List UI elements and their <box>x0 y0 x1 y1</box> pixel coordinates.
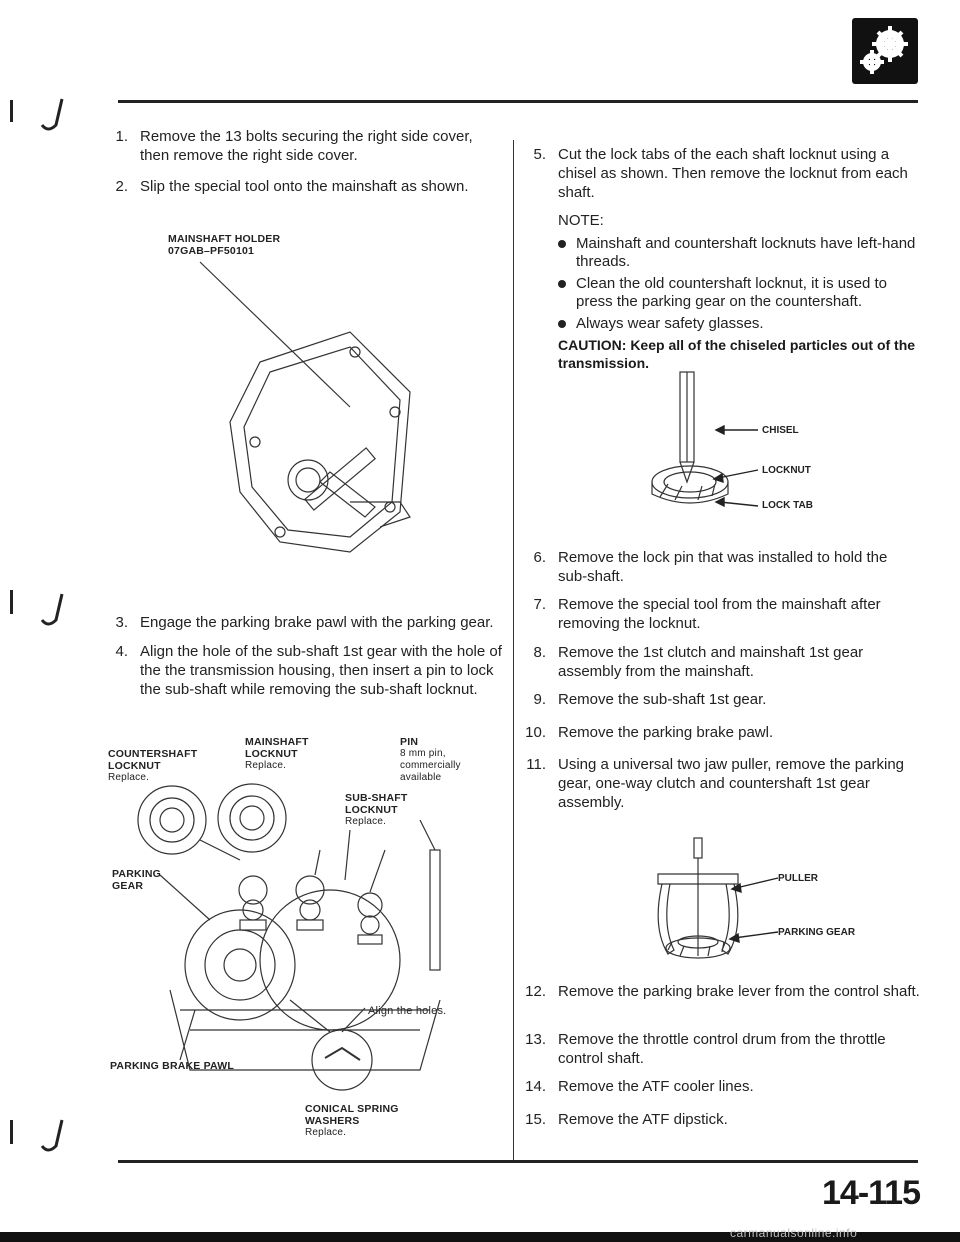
note-block <box>558 212 918 337</box>
chisel-label: CHISEL <box>762 425 799 436</box>
callout-arrows <box>698 378 818 498</box>
puller-label: PULLER <box>778 873 818 884</box>
pin-label: PIN 8 mm pin, commercially available <box>400 736 461 783</box>
top-rule <box>118 100 918 103</box>
binder-mark <box>10 100 13 122</box>
caution-text: CAUTION: Keep all of the chiseled particles out of the transmission. <box>558 337 916 371</box>
note-item: Always wear safety glasses. <box>558 315 918 333</box>
mainshaft-holder-diagram <box>200 262 440 562</box>
mainshaft-locknut-label: MAINSHAFT LOCKNUT Replace. <box>245 736 309 771</box>
lock-tab-label: LOCK TAB <box>762 500 813 511</box>
countershaft-locknut-label: COUNTERSHAFT LOCKNUT Replace. <box>108 748 198 783</box>
parking-brake-pawl-label: PARKING BRAKE PAWL <box>110 1060 234 1072</box>
align-holes-label: Align the holes. <box>368 1005 447 1017</box>
note-title: NOTE: <box>558 212 604 229</box>
section-gear-icon <box>852 18 918 84</box>
watermark: carmanualsonline.info <box>730 1226 858 1240</box>
parking-gear-label: PARKING GEAR <box>778 927 856 938</box>
mainshaft-holder-label: MAINSHAFT HOLDER 07GAB–PF50101 <box>168 233 281 257</box>
note-item: Clean the old countershaft locknut, it is used to press the parking gear on the countershaft. <box>558 275 918 311</box>
note-item: Mainshaft and countershaft locknuts have left-hand threads. <box>558 235 918 271</box>
bottom-rule <box>118 1160 918 1163</box>
check-mark-icon <box>38 95 78 135</box>
check-mark-icon <box>38 590 78 630</box>
parking-gear-label: PARKING GEAR <box>112 868 162 892</box>
binder-mark <box>10 1120 13 1144</box>
column-divider <box>513 140 514 1160</box>
locknut-label: LOCKNUT <box>762 465 811 476</box>
page-number: 14-115 <box>822 1174 920 1212</box>
subshaft-locknut-diagram <box>120 770 480 1100</box>
subshaft-locknut-label: SUB-SHAFT LOCKNUT Replace. <box>345 792 408 827</box>
conical-spring-washers-label: CONICAL SPRING WASHERS Replace. <box>305 1103 399 1138</box>
binder-mark <box>10 590 13 614</box>
check-mark-icon <box>38 1116 78 1156</box>
